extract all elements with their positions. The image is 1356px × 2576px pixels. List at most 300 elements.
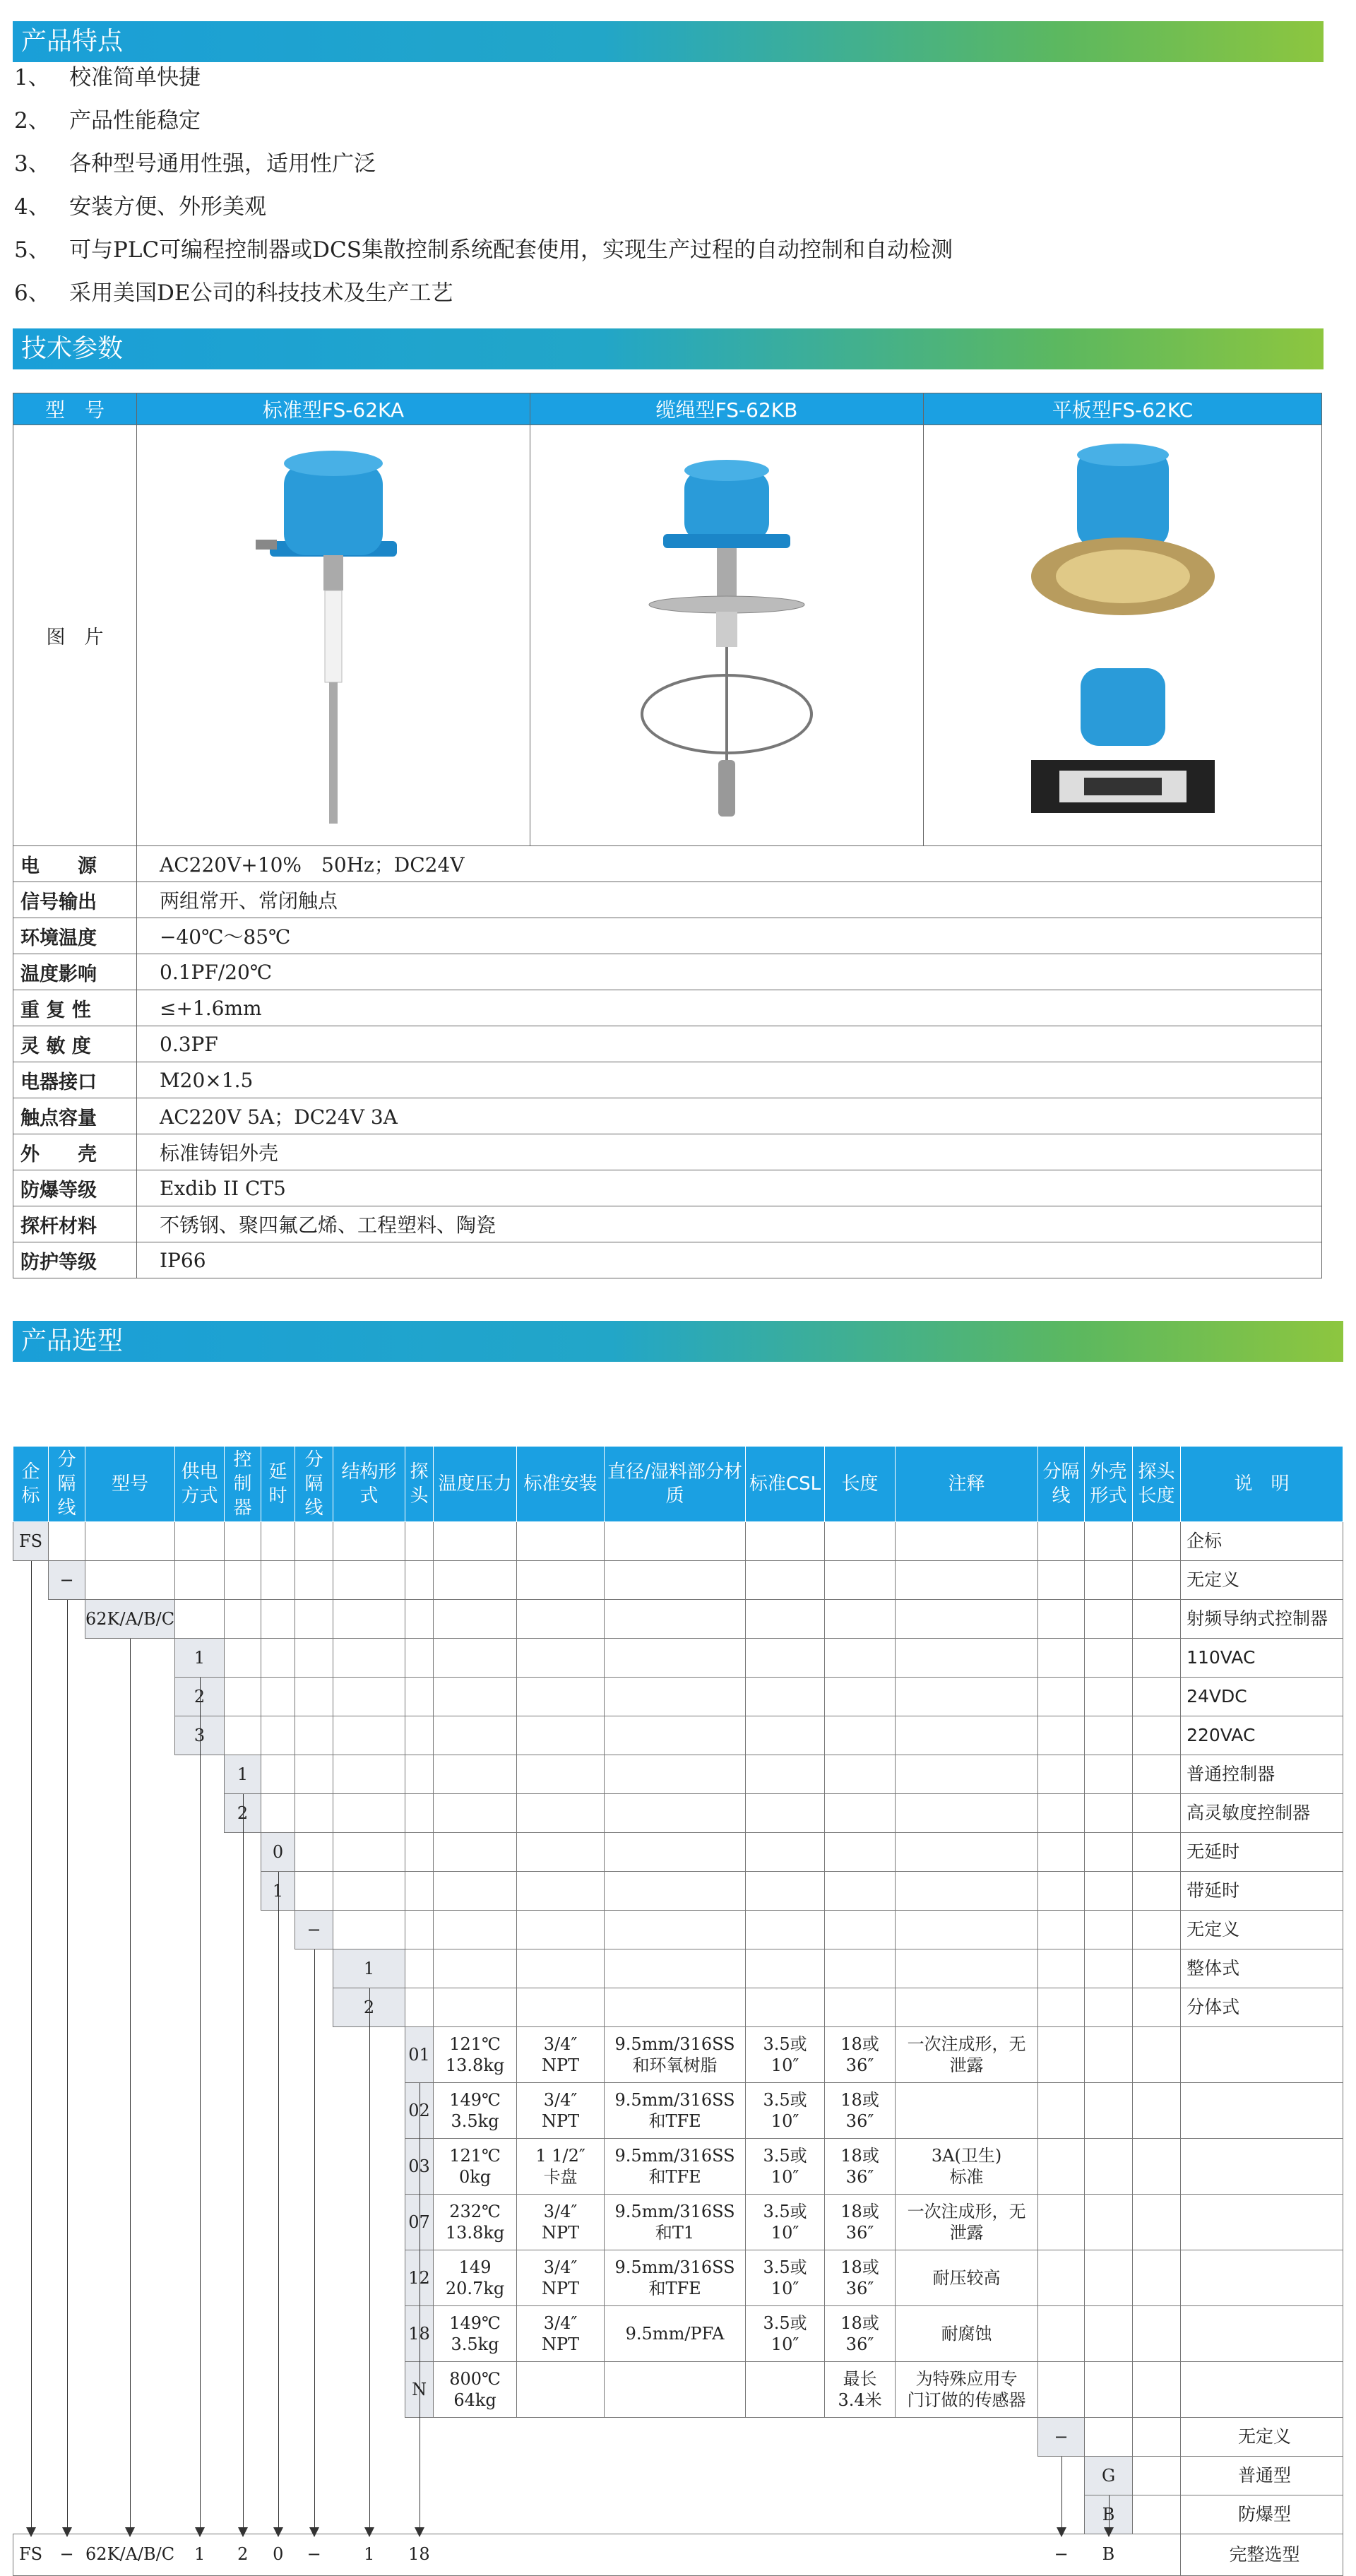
sel-cell: 121℃ 0kg: [434, 2139, 517, 2195]
arrow-line: [130, 1639, 131, 2536]
sel-cell: [295, 1522, 333, 1561]
sel-cell: 3/4″ NPT: [517, 2027, 605, 2083]
table-row: [13, 1600, 1343, 1639]
sel-cell: 一次注成形，无 泄露: [896, 2195, 1038, 2250]
sel-cell: [605, 1872, 746, 1911]
sel-cell: [1085, 2083, 1133, 2139]
sel-cell: [825, 1794, 896, 1833]
sel-cell: [746, 1522, 825, 1561]
sel-cell: [405, 1794, 434, 1833]
sel-cell: [1038, 1872, 1085, 1911]
sel-cell: 18或 36″: [825, 2027, 896, 2083]
sel-cell: [434, 1561, 517, 1600]
sel-cell: [1085, 2250, 1133, 2306]
sel-cell: [1133, 1949, 1181, 1988]
example-code: −: [307, 2544, 321, 2564]
sel-cell: [1133, 1600, 1181, 1639]
example-code: 0: [273, 2544, 284, 2564]
sel-cell: [434, 1522, 517, 1561]
sel-cell: N: [405, 2362, 434, 2418]
sel-cell: 2: [333, 1988, 405, 2027]
sel-cell: [825, 1755, 896, 1794]
sel-cell: [517, 2495, 605, 2534]
sel-cell: [405, 1949, 434, 1988]
sel-cell: [175, 1522, 225, 1561]
example-code: 1: [364, 2544, 375, 2564]
sel-cell: [605, 2495, 746, 2534]
example-code: −: [1054, 2544, 1069, 2564]
sel-cell: [746, 1911, 825, 1949]
sel-cell: [261, 1522, 295, 1561]
sel-cell: [405, 1755, 434, 1794]
sel-cell: [746, 1988, 825, 2027]
sel-cell: [1038, 2027, 1085, 2083]
sel-cell: [434, 2418, 517, 2457]
sel-cell: [1038, 1833, 1085, 1872]
product-image-ka: [137, 425, 530, 846]
sel-cell: [605, 1522, 746, 1561]
sel-cell: [1085, 2418, 1133, 2457]
sel-cell: [405, 1639, 434, 1678]
arrow-line: [1109, 2495, 1110, 2536]
sel-cell: [1133, 1678, 1181, 1716]
sel-cell: 防爆型: [1181, 2495, 1343, 2534]
sel-header-16: 外壳形式: [1085, 1447, 1133, 1522]
table-row: [13, 1639, 1343, 1678]
sel-cell: 220VAC: [1181, 1716, 1343, 1755]
list-item: 2、 产品性能稳定: [14, 108, 201, 133]
sel-cell: 18或 36″: [825, 2250, 896, 2306]
arrow-line: [314, 1949, 315, 2536]
sel-cell: [1133, 1716, 1181, 1755]
table-row: [13, 2083, 1343, 2139]
sel-cell: [896, 2457, 1038, 2495]
sel-cell: 03: [405, 2139, 434, 2195]
sel-cell: [746, 1678, 825, 1716]
example-code: 18: [408, 2544, 430, 2564]
sel-cell: [85, 1522, 175, 1561]
sel-cell: [225, 1716, 261, 1755]
sel-cell: [517, 1833, 605, 1872]
sel-cell: [1038, 1522, 1085, 1561]
sel-cell: 18或 36″: [825, 2306, 896, 2362]
sel-cell: 18或 36″: [825, 2139, 896, 2195]
sel-cell: [1133, 1872, 1181, 1911]
sel-cell: [1085, 1755, 1133, 1794]
table-row: [13, 1755, 1343, 1794]
sel-cell: [405, 1678, 434, 1716]
sel-cell: 232℃ 13.8kg: [434, 2195, 517, 2250]
arrow-line: [278, 1872, 279, 2536]
sel-cell: 3/4″ NPT: [517, 2250, 605, 2306]
sel-cell: [517, 1600, 605, 1639]
sel-cell: [825, 2457, 896, 2495]
sel-cell: [517, 1872, 605, 1911]
sel-cell: [1181, 2083, 1343, 2139]
spec-row: 温度影响 0.1PF/20℃: [13, 954, 1322, 990]
sel-cell: [517, 1678, 605, 1716]
example-row: [13, 2534, 1343, 2576]
sel-cell: [333, 1794, 405, 1833]
spec-row: 探杆材料 不锈钢、聚四氟乙烯、工程塑料、陶瓷: [13, 1206, 1322, 1242]
arrow-line: [243, 1794, 244, 2536]
sel-cell: [605, 1911, 746, 1949]
sel-cell: [1085, 1522, 1133, 1561]
sel-cell: [1038, 1716, 1085, 1755]
sel-header-11: 直径/湿料部分材质: [605, 1447, 746, 1522]
sel-cell: [896, 2418, 1038, 2457]
sel-cell: −: [295, 1911, 333, 1949]
sel-cell: [434, 1716, 517, 1755]
sel-cell: 9.5mm/316SS 和TFE: [605, 2083, 746, 2139]
sel-cell: [1085, 1911, 1133, 1949]
sel-cell: [295, 1794, 333, 1833]
table-row: [13, 2457, 1343, 2495]
sel-cell: [333, 1522, 405, 1561]
sel-header-1: 分隔线: [49, 1447, 85, 1522]
sel-cell: [1038, 2362, 1085, 2418]
table-row: [13, 2306, 1343, 2362]
spec-table: [13, 393, 1322, 1278]
sel-cell: [605, 1561, 746, 1600]
sel-cell: [295, 1600, 333, 1639]
sel-cell: [225, 1600, 261, 1639]
sel-cell: [746, 1794, 825, 1833]
sel-cell: [1038, 1678, 1085, 1716]
sel-cell: [1085, 2362, 1133, 2418]
table-row: [13, 1872, 1343, 1911]
sel-cell: 121℃ 13.8kg: [434, 2027, 517, 2083]
spec-row: 防爆等级 Exdib II CT5: [13, 1170, 1322, 1206]
sel-cell: 3A(卫生) 标准: [896, 2139, 1038, 2195]
sel-cell: [333, 1678, 405, 1716]
sel-cell: [1133, 2457, 1181, 2495]
sel-cell: [1181, 2027, 1343, 2083]
sel-cell: [261, 1716, 295, 1755]
sel-cell: [295, 1561, 333, 1600]
sel-cell: [295, 1833, 333, 1872]
sel-cell: [434, 1949, 517, 1988]
sel-cell: 9.5mm/PFA: [605, 2306, 746, 2362]
sel-cell: [333, 1911, 405, 1949]
sel-cell: [1133, 2195, 1181, 2250]
sel-cell: 分体式: [1181, 1988, 1343, 2027]
sel-cell: [825, 1600, 896, 1639]
sel-cell: [295, 1716, 333, 1755]
sel-cell: [825, 1988, 896, 2027]
table-row: [13, 2250, 1343, 2306]
sel-cell: [605, 1716, 746, 1755]
sel-cell: 9.5mm/316SS 和环氧树脂: [605, 2027, 746, 2083]
sel-cell: [1085, 1600, 1133, 1639]
sel-cell: [295, 1678, 333, 1716]
sel-cell: [605, 1755, 746, 1794]
spec-row: 重 复 性 ≤+1.6mm: [13, 990, 1322, 1026]
list-item: 3、 各种型号通用性强，适用性广泛: [14, 151, 376, 177]
sel-cell: [1038, 1911, 1085, 1949]
sel-cell: [85, 1561, 175, 1600]
sel-cell: [434, 1678, 517, 1716]
sel-cell: [896, 1833, 1038, 1872]
sel-cell: 无定义: [1181, 2418, 1343, 2457]
sel-cell: 0: [261, 1833, 295, 1872]
sel-cell: [896, 1872, 1038, 1911]
sel-cell: [434, 2495, 517, 2534]
spec-row: 电 源 AC220V+10% 50Hz；DC24V: [13, 846, 1322, 882]
sel-cell: [825, 1639, 896, 1678]
sel-cell: [517, 1716, 605, 1755]
sel-cell: [825, 1949, 896, 1988]
list-item: 4、 安装方便、外形美观: [14, 194, 266, 220]
sel-cell: [175, 1600, 225, 1639]
arrow-line: [67, 1600, 68, 2536]
sel-cell: [1038, 1600, 1085, 1639]
sel-cell: 3.5或 10″: [746, 2250, 825, 2306]
sel-header-17: 探头长度: [1133, 1447, 1181, 1522]
sel-cell: [1085, 1678, 1133, 1716]
sel-cell: 3/4″ NPT: [517, 2306, 605, 2362]
sel-cell: [1181, 2362, 1343, 2418]
sel-cell: [1038, 1755, 1085, 1794]
sel-cell: 62K/A/B/C: [85, 1600, 175, 1639]
example-code: FS: [19, 2544, 43, 2564]
spec-header-kc: 平板型FS-62KC: [924, 393, 1322, 425]
table-row: [13, 1988, 1343, 2027]
sel-header-2: 型号: [85, 1447, 175, 1522]
spec-row: 电器接口 M20×1.5: [13, 1062, 1322, 1098]
sel-cell: [605, 2418, 746, 2457]
sel-header-5: 延时: [261, 1447, 295, 1522]
sel-cell: [1085, 1988, 1133, 2027]
sel-cell: [825, 1872, 896, 1911]
sel-cell: 18: [405, 2306, 434, 2362]
sel-cell: [405, 1872, 434, 1911]
sel-cell: [746, 1872, 825, 1911]
arrow-line: [1061, 2457, 1062, 2536]
sel-cell: [1133, 1833, 1181, 1872]
sel-cell: [605, 1678, 746, 1716]
sel-cell: 3.5或 10″: [746, 2083, 825, 2139]
sel-cell: 18或 36″: [825, 2083, 896, 2139]
sel-cell: 带延时: [1181, 1872, 1343, 1911]
sel-cell: [405, 1911, 434, 1949]
sel-cell: [405, 1716, 434, 1755]
sel-cell: [261, 1600, 295, 1639]
sel-cell: [896, 1794, 1038, 1833]
sel-cell: [825, 2495, 896, 2534]
sel-cell: [746, 1561, 825, 1600]
picture-label: 图 片: [13, 425, 137, 846]
arrow-line: [369, 1988, 370, 2536]
sel-cell: [405, 1561, 434, 1600]
sel-cell: [1085, 1794, 1133, 1833]
sel-cell: 最长 3.4米: [825, 2362, 896, 2418]
sel-cell: G: [1085, 2457, 1133, 2495]
sel-cell: [333, 1872, 405, 1911]
sel-cell: 企标: [1181, 1522, 1343, 1561]
sel-cell: [434, 1988, 517, 2027]
sel-cell: [1181, 2139, 1343, 2195]
sel-cell: −: [1038, 2418, 1085, 2457]
sel-cell: [333, 1833, 405, 1872]
sel-header-13: 长度: [825, 1447, 896, 1522]
sel-cell: [1133, 2418, 1181, 2457]
table-row: [13, 2027, 1343, 2083]
sel-cell: [295, 1755, 333, 1794]
sel-cell: [333, 1755, 405, 1794]
sel-cell: [746, 2495, 825, 2534]
sel-cell: [225, 1522, 261, 1561]
sel-cell: 整体式: [1181, 1949, 1343, 1988]
sel-cell: [1133, 1522, 1181, 1561]
sel-cell: [605, 1988, 746, 2027]
sel-header-6: 分隔线: [295, 1447, 333, 1522]
sel-cell: [746, 1755, 825, 1794]
sel-cell: [1133, 1561, 1181, 1600]
arrow-line: [200, 1678, 201, 2536]
sel-cell: 9.5mm/316SS 和T1: [605, 2195, 746, 2250]
sel-cell: 3.5或 10″: [746, 2195, 825, 2250]
sel-cell: [434, 1639, 517, 1678]
sel-cell: [605, 1600, 746, 1639]
sel-cell: [605, 1949, 746, 1988]
sel-cell: [261, 1639, 295, 1678]
table-row: [13, 1716, 1343, 1755]
sel-cell: 3.5或 10″: [746, 2139, 825, 2195]
sel-cell: [896, 1522, 1038, 1561]
sel-cell: [896, 1678, 1038, 1716]
sel-cell: [825, 1833, 896, 1872]
sel-cell: [1133, 2139, 1181, 2195]
sel-cell: [1085, 1833, 1133, 1872]
sel-cell: [261, 1794, 295, 1833]
table-row: [13, 1561, 1343, 1600]
table-row: [13, 2418, 1343, 2457]
sel-cell: 1 1/2″ 卡盘: [517, 2139, 605, 2195]
sel-cell: 12: [405, 2250, 434, 2306]
sel-cell: [896, 1755, 1038, 1794]
spec-row: 信号输出 两组常开、常闭触点: [13, 882, 1322, 918]
sel-cell: [1133, 1639, 1181, 1678]
sel-cell: 110VAC: [1181, 1639, 1343, 1678]
sel-cell: [333, 1600, 405, 1639]
sel-cell: [434, 1911, 517, 1949]
section-banner-features: 产品特点: [13, 21, 1324, 62]
sel-cell: [1038, 2139, 1085, 2195]
sel-cell: [1133, 1988, 1181, 2027]
sel-cell: [517, 2362, 605, 2418]
sel-cell: [1085, 1716, 1133, 1755]
sel-cell: [405, 1988, 434, 2027]
sel-cell: 普通型: [1181, 2457, 1343, 2495]
example-code-cell: [13, 2534, 1181, 2576]
sel-cell: [746, 1600, 825, 1639]
sel-cell: [1085, 2306, 1133, 2362]
sel-cell: [746, 1639, 825, 1678]
sel-cell: [1133, 1911, 1181, 1949]
sel-cell: −: [49, 1561, 85, 1600]
sel-cell: [605, 1794, 746, 1833]
sel-cell: [1038, 1988, 1085, 2027]
sel-cell: [261, 1755, 295, 1794]
sel-cell: 3.5或 10″: [746, 2027, 825, 2083]
sel-cell: [1085, 2195, 1133, 2250]
sel-cell: [746, 1949, 825, 1988]
sel-cell: 800℃ 64kg: [434, 2362, 517, 2418]
sel-header-7: 结构形式: [333, 1447, 405, 1522]
sel-cell: FS: [13, 1522, 49, 1561]
sel-cell: [825, 2418, 896, 2457]
sel-cell: [517, 1561, 605, 1600]
sel-cell: 3: [175, 1716, 225, 1755]
sel-cell: 149 20.7kg: [434, 2250, 517, 2306]
sel-cell: [517, 1755, 605, 1794]
sel-cell: [517, 2418, 605, 2457]
table-row: [13, 1522, 1343, 1561]
section-banner-tech: 技术参数: [13, 328, 1324, 369]
spec-row: 防护等级 IP66: [13, 1242, 1322, 1278]
sel-cell: 07: [405, 2195, 434, 2250]
spec-row: 灵 敏 度 0.3PF: [13, 1026, 1322, 1062]
sel-cell: [1181, 2306, 1343, 2362]
sel-cell: [49, 1522, 85, 1561]
sel-cell: [1181, 2195, 1343, 2250]
sel-cell: [746, 2457, 825, 2495]
sel-cell: [746, 2418, 825, 2457]
sel-cell: [605, 1833, 746, 1872]
sel-cell: [1133, 2495, 1181, 2534]
example-code: 62K/A/B/C: [85, 2544, 175, 2564]
sel-header-9: 温度压力: [434, 1447, 517, 1522]
sel-cell: [605, 2457, 746, 2495]
sel-cell: [896, 1639, 1038, 1678]
sel-cell: 耐腐蚀: [896, 2306, 1038, 2362]
sel-cell: [295, 1872, 333, 1911]
sel-cell: 无定义: [1181, 1561, 1343, 1600]
sel-cell: 无延时: [1181, 1833, 1343, 1872]
sel-cell: [1133, 2027, 1181, 2083]
example-code: −: [59, 2544, 74, 2564]
spec-row: 触点容量 AC220V 5A；DC24V 3A: [13, 1098, 1322, 1134]
sel-cell: [1133, 2250, 1181, 2306]
sel-cell: [175, 1561, 225, 1600]
spec-header-model: 型 号: [13, 393, 137, 425]
sel-header-8: 探头: [405, 1447, 434, 1522]
sel-cell: [1038, 2306, 1085, 2362]
sel-header-15: 分隔线: [1038, 1447, 1085, 1522]
sel-cell: B: [1085, 2495, 1133, 2534]
sel-cell: 一次注成形，无 泄露: [896, 2027, 1038, 2083]
list-item: 5、 可与PLC可编程控制器或DCS集散控制系统配套使用，实现生产过程的自动控制和自动检测: [14, 237, 953, 263]
sel-cell: [746, 1716, 825, 1755]
selection-table: [13, 1446, 1343, 2576]
spec-header-ka: 标准型FS-62KA: [137, 393, 530, 425]
example-code: 2: [237, 2544, 249, 2564]
sel-cell: [405, 1600, 434, 1639]
sel-cell: [405, 1833, 434, 1872]
sel-cell: [1085, 1872, 1133, 1911]
table-row: [13, 1833, 1343, 1872]
sel-cell: [896, 1561, 1038, 1600]
sel-cell: [1085, 1949, 1133, 1988]
table-row: [13, 2362, 1343, 2418]
sel-cell: [225, 1561, 261, 1600]
sel-cell: [517, 1911, 605, 1949]
sel-cell: [1038, 2195, 1085, 2250]
sel-cell: [896, 2083, 1038, 2139]
sel-cell: [896, 1988, 1038, 2027]
sel-cell: [896, 2495, 1038, 2534]
